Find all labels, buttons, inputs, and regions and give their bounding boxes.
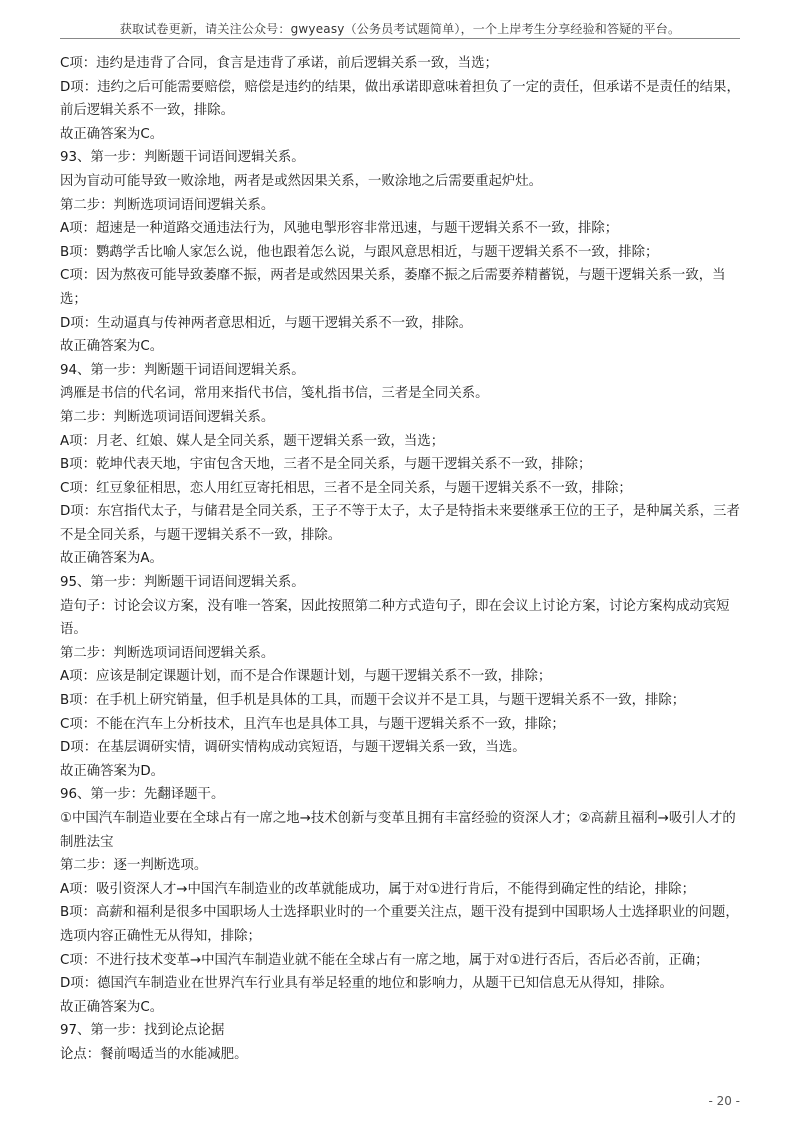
text-line: A项：吸引资深人才→中国汽车制造业的改革就能成功，属于对①进行肯后，不能得到确定性的结论，排除； (60, 881, 695, 897)
text-line: A项：超速是一种道路交通违法行为，风驰电掣形容非常迅速，与题干逻辑关系不一致，排除； (60, 221, 619, 237)
question-heading: 97、第一步：找到论点论据 (60, 1023, 225, 1039)
header-divider (60, 38, 740, 39)
text-line: 第二步：判断选项词语间逻辑关系。 (60, 197, 275, 213)
text-line: B项：在手机上研究销量，但手机是具体的工具，而题干会议并不是工具，与题干逻辑关系不一致，排除； (60, 693, 686, 709)
text-line: D项：生动逼真与传神两者意思相近，与题干逻辑关系不一致，排除。 (60, 315, 473, 331)
answer-line: 故正确答案为C。 (60, 339, 164, 355)
page-header: 获取试卷更新，请关注公众号：gwyeasy（公务员考试题简单），一个上岸考生分享经验和答疑的平台。 (119, 22, 681, 36)
text-line: C项：因为熬夜可能导致萎靡不振，两者是或然因果关系，萎靡不振之后需要养精蓄锐，与题干逻辑关系一致，当选； (60, 268, 726, 307)
text-line: C项：红豆象征相思，恋人用红豆寄托相思，三者不是全同关系，与题干逻辑关系不一致，排除； (60, 480, 632, 496)
page-number: - 20 - (708, 1094, 740, 1108)
text-line: 第二步：判断选项词语间逻辑关系。 (60, 645, 275, 661)
document-body (60, 52, 742, 1067)
text-line: A项：月老、红娘、媒人是全同关系，题干逻辑关系一致，当选； (60, 433, 445, 449)
text-line: C项：违约是违背了合同，食言是违背了承诺，前后逻辑关系一致，当选； (60, 56, 498, 71)
answer-line: 故正确答案为A。 (60, 551, 163, 567)
answer-line: 故正确答案为D。 (60, 763, 165, 779)
text-line: A项：应该是制定课题计划，而不是合作课题计划，与题干逻辑关系不一致，排除； (60, 669, 552, 685)
text-line: 论点：餐前喝适当的水能减肥。 (60, 1046, 248, 1062)
text-line: D项：在基层调研实情，调研实情构成动宾短语，与题干逻辑关系一致，当选。 (60, 740, 526, 756)
text-line: 第二步：逐一判断选项。 (60, 858, 208, 874)
text-line: 造句子：讨论会议方案，没有唯一答案，因此按照第二种方式造句子，即在会议上讨论方案，讨论方案构成动宾短语。 (60, 598, 730, 638)
text-line: ①中国汽车制造业要在全球占有一席之地→技术创新与变革且拥有丰富经验的资深人才；②高薪且福利→吸引人才的制胜法宝 (60, 811, 736, 850)
text-line: B项：高薪和福利是很多中国职场人士选择职业时的一个重要关注点，题干没有提到中国职场人士选择职业的问题，选项内容正确性无从得知，排除； (60, 905, 739, 944)
text-line: C项：不进行技术变革→中国汽车制造业就不能在全球占有一席之地，属于对①进行否后，否后必否前，正确； (60, 952, 709, 968)
text-line: C项：不能在汽车上分析技术，且汽车也是具体工具，与题干逻辑关系不一致，排除； (60, 716, 565, 732)
text-line: 故正确答案为C。 (60, 126, 164, 142)
question-heading: 96、第一步：先翻译题干。 (60, 787, 225, 803)
text-line: 鸿雁是书信的代名词，常用来指代书信，笺札指书信，三者是全同关系。 (60, 386, 489, 402)
text-line: B项：鹦鹉学舌比喻人家怎么说，他也跟着怎么说，与跟风意思相近，与题干逻辑关系不一致，排除； (60, 244, 659, 260)
text-line: 因为盲动可能导致一败涂地，两者是或然因果关系，一败涂地之后需要重起炉灶。 (60, 173, 543, 189)
text-line: D项：德国汽车制造业在世界汽车行业具有举足轻重的地位和影响力，从题干已知信息无从得知，排除。 (60, 976, 673, 992)
answer-line: 故正确答案为C。 (60, 999, 164, 1015)
text-line: 第二步：判断选项词语间逻辑关系。 (60, 409, 275, 425)
text-line: B项：乾坤代表天地，宇宙包含天地，三者不是全同关系，与题干逻辑关系不一致，排除； (60, 457, 592, 473)
question-heading: 94、第一步：判断题干词语间逻辑关系。 (60, 362, 305, 378)
text-line: D项：违约之后可能需要赔偿，赔偿是违约的结果，做出承诺即意味着担负了一定的责任，但承诺不是责任的结果，前后逻辑关系不一致，排除。 (60, 79, 740, 119)
question-heading: 95、第一步：判断题干词语间逻辑关系。 (60, 575, 305, 591)
question-heading: 93、第一步：判断题干词语间逻辑关系。 (60, 150, 305, 166)
text-line: D项：东宫指代太子，与储君是全同关系，王子不等于太子，太子是特指未来要继承王位的王子，是种属关系，三者不是全同关系，与题干逻辑关系不一致，排除。 (60, 504, 740, 543)
